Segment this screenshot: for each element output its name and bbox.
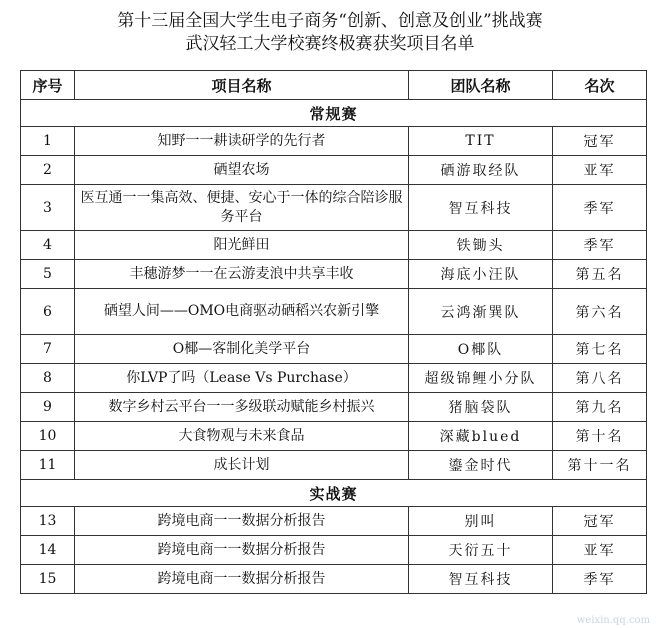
cell-project: O椰—客制化美学平台 <box>75 335 409 364</box>
cell-no: 5 <box>21 260 75 289</box>
cell-team: 别叫 <box>409 507 553 536</box>
cell-rank: 第五名 <box>553 260 647 289</box>
watermark: weixin.qq.com <box>576 615 650 626</box>
cell-project: 阳光鲜田 <box>75 231 409 260</box>
table-row <box>21 565 647 594</box>
cell-rank: 亚军 <box>553 536 647 565</box>
header-team-name: 团队名称 <box>409 71 553 100</box>
table-row <box>21 507 647 536</box>
cell-no: 10 <box>21 422 75 451</box>
header-serial-number: 序号 <box>21 71 75 100</box>
section-title: 常规赛 <box>21 100 647 127</box>
cell-no: 4 <box>21 231 75 260</box>
award-list-table <box>20 70 647 594</box>
cell-project: 硒望农场 <box>75 156 409 185</box>
table-row <box>21 185 647 231</box>
cell-team: 智互科技 <box>409 565 553 594</box>
cell-project: 医互通一一集高效、便捷、安心于一体的综合陪诊服务平台 <box>75 185 409 231</box>
cell-rank: 冠军 <box>553 127 647 156</box>
cell-no: 2 <box>21 156 75 185</box>
cell-no: 9 <box>21 393 75 422</box>
cell-team: 猪脑袋队 <box>409 393 553 422</box>
cell-no: 14 <box>21 536 75 565</box>
section-title: 实战赛 <box>21 480 647 507</box>
cell-team: 云鸿渐巽队 <box>409 289 553 335</box>
table-row <box>21 451 647 480</box>
cell-rank: 第六名 <box>553 289 647 335</box>
cell-team: 超级锦鲤小分队 <box>409 364 553 393</box>
document-title-line-2: 武汉轻工大学校赛终极赛获奖项目名单 <box>185 34 475 54</box>
table-row <box>21 156 647 185</box>
cell-team: 鎏金时代 <box>409 451 553 480</box>
table-row <box>21 422 647 451</box>
cell-no: 1 <box>21 127 75 156</box>
cell-project: 硒望人间——OMO电商驱动硒稻兴农新引擎 <box>75 289 409 335</box>
header-rank: 名次 <box>553 71 647 100</box>
document-title-line-1: 第十三届全国大学生电子商务“创新、创意及创业”挑战赛 <box>117 11 543 31</box>
cell-project: 丰穗游梦一一在云游麦浪中共享丰收 <box>75 260 409 289</box>
header-project-name: 项目名称 <box>75 71 409 100</box>
table-row <box>21 289 647 335</box>
cell-project: 成长计划 <box>75 451 409 480</box>
cell-project: 数字乡村云平台一一多级联动赋能乡村振兴 <box>75 393 409 422</box>
cell-team: 铁锄头 <box>409 231 553 260</box>
cell-rank: 季军 <box>553 231 647 260</box>
cell-project: 知野一一耕读研学的先行者 <box>75 127 409 156</box>
section-row-practical <box>21 480 647 507</box>
table-row <box>21 231 647 260</box>
cell-no: 15 <box>21 565 75 594</box>
cell-team: TIT <box>409 127 553 156</box>
cell-rank: 第十一名 <box>553 451 647 480</box>
table-row <box>21 364 647 393</box>
cell-rank: 冠军 <box>553 507 647 536</box>
cell-project: 大食物观与未来食品 <box>75 422 409 451</box>
cell-rank: 亚军 <box>553 156 647 185</box>
cell-rank: 季军 <box>553 185 647 231</box>
cell-no: 3 <box>21 185 75 231</box>
table-row <box>21 393 647 422</box>
cell-rank: 第九名 <box>553 393 647 422</box>
table-header-row <box>21 71 647 100</box>
cell-team: 智互科技 <box>409 185 553 231</box>
cell-team: 天衍五十 <box>409 536 553 565</box>
cell-rank: 第八名 <box>553 364 647 393</box>
cell-project: 跨境电商一一数据分析报告 <box>75 565 409 594</box>
table-row <box>21 260 647 289</box>
table-row <box>21 127 647 156</box>
cell-no: 8 <box>21 364 75 393</box>
cell-no: 13 <box>21 507 75 536</box>
cell-rank: 第十名 <box>553 422 647 451</box>
cell-project: 跨境电商一一数据分析报告 <box>75 536 409 565</box>
cell-team: 深藏blued <box>409 422 553 451</box>
cell-team: 硒游取经队 <box>409 156 553 185</box>
table-row <box>21 335 647 364</box>
cell-rank: 第七名 <box>553 335 647 364</box>
cell-project: 你LVP了吗（Lease Vs Purchase） <box>75 364 409 393</box>
cell-no: 7 <box>21 335 75 364</box>
cell-team: O椰队 <box>409 335 553 364</box>
cell-rank: 季军 <box>553 565 647 594</box>
cell-no: 11 <box>21 451 75 480</box>
table-row <box>21 536 647 565</box>
section-row-regular <box>21 100 647 127</box>
cell-team: 海底小汪队 <box>409 260 553 289</box>
cell-project: 跨境电商一一数据分析报告 <box>75 507 409 536</box>
cell-no: 6 <box>21 289 75 335</box>
